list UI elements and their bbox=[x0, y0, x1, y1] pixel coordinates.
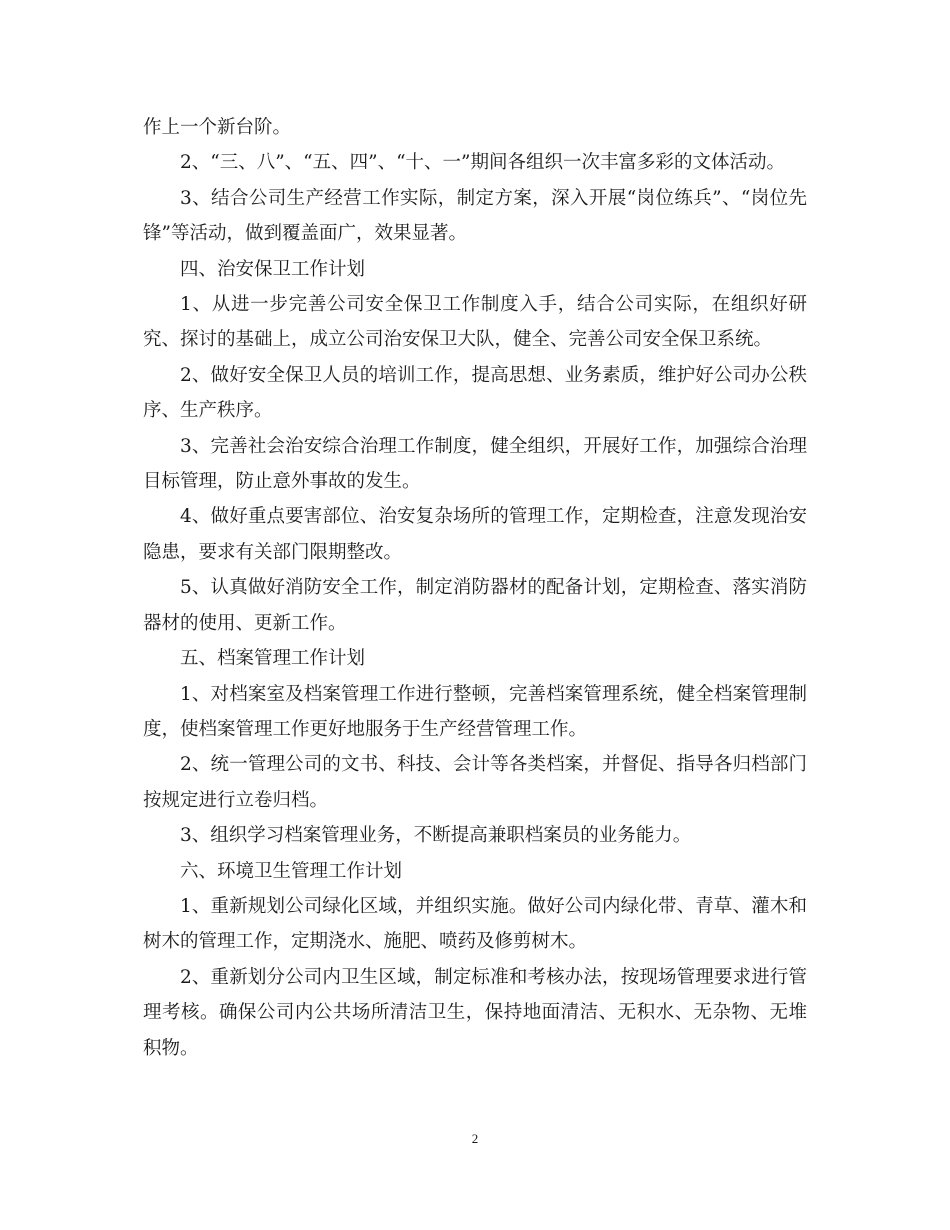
section-heading-environment-plan: 六、环境卫生管理工作计划 bbox=[180, 860, 403, 882]
paragraph-environment-item-2: 2、重新划分公司内卫生区域，制定标准和考核办法，按现场管理要求进行管理考核。确保公司内公共场所清洁卫生，保持地面清洁、无积水、无杂物、无堆积物。 bbox=[143, 966, 807, 1059]
paragraph-security-item-1: 1、从进一步完善公司安全保卫工作制度入手，结合公司实际，在组织好研究、探讨的基础上，成立公司治安保卫大队，健全、完善公司安全保卫系统。 bbox=[143, 294, 807, 351]
section-heading-archive-plan: 五、档案管理工作计划 bbox=[180, 648, 366, 670]
paragraph-security-item-2: 2、做好安全保卫人员的培训工作，提高思想、业务素质，维护好公司办公秩序、生产秩序。 bbox=[143, 364, 807, 422]
paragraph-continuation: 作上一个新台阶。 bbox=[143, 117, 292, 138]
paragraph-security-item-3: 3、完善社会治安综合治理工作制度，健全组织，开展好工作，加强综合治理目标管理，防止意外事故的发生。 bbox=[143, 435, 807, 493]
paragraph-archive-item-3: 3、组织学习档案管理业务，不断提高兼职档案员的业务能力。 bbox=[180, 825, 692, 847]
paragraph-item-2-cultural-activities: 2、“三、八”、“五、四”、“十、一”期间各组织一次丰富多彩的文体活动。 bbox=[180, 152, 786, 174]
page-number: 2 bbox=[471, 1131, 479, 1146]
document-body bbox=[143, 110, 807, 1066]
paragraph-security-item-4: 4、做好重点要害部位、治安复杂场所的管理工作，定期检查，注意发现治安隐患，要求有关部门限期整改。 bbox=[143, 506, 807, 563]
paragraph-archive-item-1: 1、对档案室及档案管理工作进行整顿，完善档案管理系统，健全档案管理制度，使档案管理工作更好地服务于生产经营管理工作。 bbox=[143, 683, 807, 740]
paragraph-security-item-5: 5、认真做好消防安全工作，制定消防器材的配备计划，定期检查、落实消防器材的使用、更新工作。 bbox=[143, 577, 807, 634]
paragraph-archive-item-2: 2、统一管理公司的文书、科技、会计等各类档案，并督促、指导各归档部门按规定进行立卷归档。 bbox=[143, 754, 807, 811]
paragraph-environment-item-1: 1、重新规划公司绿化区域，并组织实施。做好公司内绿化带、青草、灌木和树木的管理工作，定期浇水、施肥、喷药及修剪树木。 bbox=[143, 895, 807, 953]
section-heading-security-plan: 四、治安保卫工作计划 bbox=[180, 258, 366, 280]
paragraph-item-3-job-training: 3、结合公司生产经营工作实际，制定方案，深入开展“岗位练兵”、“岗位先锋”等活动，做到覆盖面广，效果显著。 bbox=[143, 187, 807, 245]
